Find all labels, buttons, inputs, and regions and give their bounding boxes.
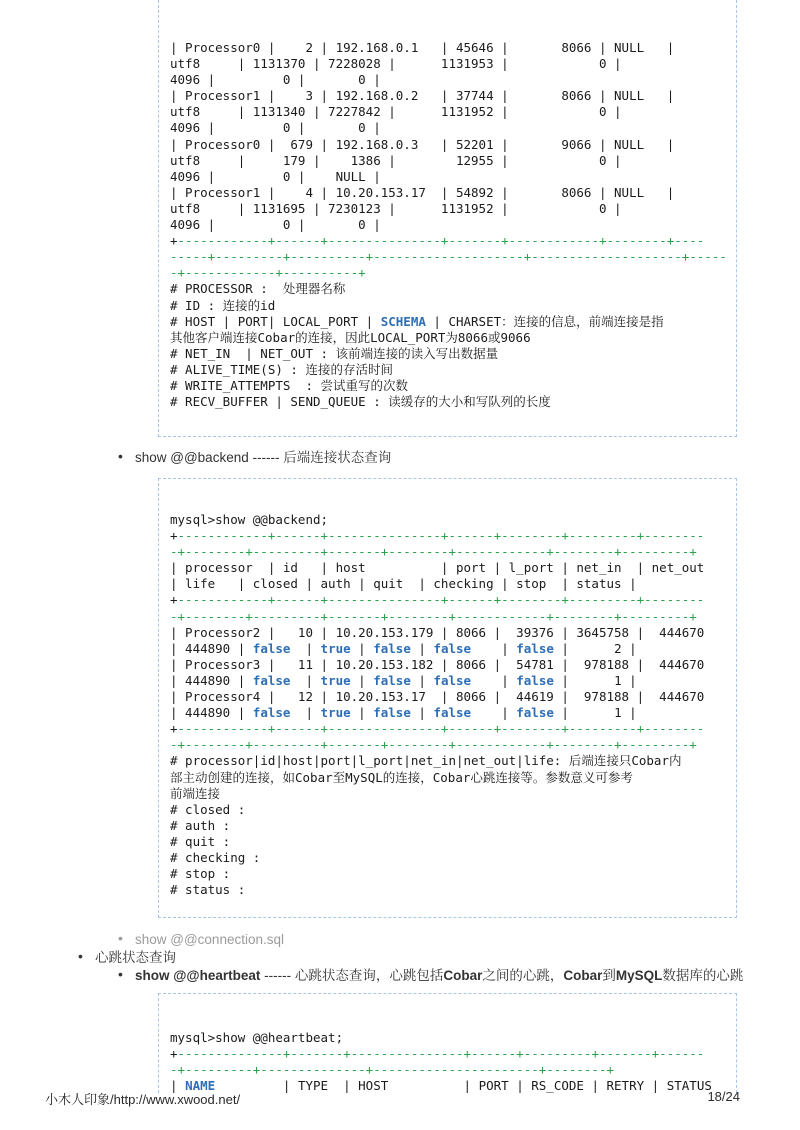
code-line: utf8 | 1131340 | 7227842 | 1131952 | 0 | (170, 104, 622, 120)
code-line: mysql>show @@backend; (170, 512, 329, 527)
code-line: | Processor0 | 2 | 192.168.0.1 | 45646 | 8066 | NULL | (170, 40, 675, 55)
code-line: # HOST | PORT| LOCAL_PORT | SCHEMA | CHARSET：连接的信息，前端连接是指 (170, 313, 664, 329)
code-line: | Processor1 | 3 | 192.168.0.2 | 37744 | 8066 | NULL | (170, 88, 675, 104)
code-line: 其他客户端连接Cobar的连接，因此LOCAL_PORT为8066或9066 (170, 329, 531, 345)
code-block-show-heartbeat (158, 993, 737, 1093)
code-line: -+---------+--------------+----------------------+--------+ (170, 1062, 615, 1078)
bullet-text: show @@connection.sql (135, 932, 284, 947)
code-line: | NAME | TYPE | HOST | PORT | RS_CODE | RETRY | STATUS (170, 1078, 712, 1093)
page-indicator: 18/24 (707, 1089, 740, 1104)
code-line: | Processor2 | 10 | 10.20.153.179 | 8066 | 39376 | 3645758 | 444670 (170, 624, 705, 640)
bullet-show-connection-sql (135, 931, 284, 948)
code-line: -+--------+---------+-------+--------+------------+--------+---------+ (170, 544, 697, 560)
code-block-show-connection (158, 0, 737, 437)
code-line: +------------+------+---------------+------+--------+---------+-------- (170, 592, 705, 608)
code-line: # status : (170, 882, 246, 898)
code-line: 部主动创建的连接，如Cobar至MySQL的连接，Cobar心跳连接等。参数意义可参考 (170, 769, 633, 785)
bullet-text: 到 (602, 968, 616, 983)
code-line: # NET_IN | NET_OUT : 该前端连接的读入写出数据量 (170, 345, 499, 361)
code-line: 4096 | 0 | 0 | (170, 72, 381, 88)
code-line: +------------+------+---------------+------+--------+---------+-------- (170, 528, 705, 544)
code-line: # processor|id|host|port|l_port|net_in|net_out|life: 后端连接只Cobar内 (170, 753, 682, 769)
code-line: | 444890 | false | true | false | false | false | 1 | (170, 705, 637, 721)
page-footer (45, 1089, 740, 1108)
bullet-text: show @@heartbeat (135, 968, 261, 983)
code-line: utf8 | 179 | 1386 | 12955 | 0 | (170, 152, 622, 168)
code-line: -+------------+----------+ (170, 265, 366, 281)
bullet-text: 之间的心跳， (482, 968, 564, 983)
code-line: # quit : (170, 833, 231, 849)
bullet-text: 心跳状态查询 (95, 950, 176, 965)
code-line: # checking : (170, 849, 261, 865)
bullet-show-backend (135, 449, 391, 466)
code-line: # PROCESSOR : 处理器名称 (170, 281, 346, 297)
bullet-text: ------ 心跳状态查询，心跳包括 (260, 968, 444, 983)
code-line: 4096 | 0 | NULL | (170, 168, 381, 184)
code-line: | processor | id | host | port | l_port | net_in | net_out (170, 560, 705, 576)
bullet-text: MySQL (615, 968, 663, 983)
code-line: -----+---------+----------+--------------------+--------------------+----- (170, 249, 727, 265)
code-line: # closed : (170, 801, 246, 817)
bullet-text: show @@backend ------ 后端连接状态查询 (135, 450, 392, 465)
code-line: # auth : (170, 817, 231, 833)
bullet-text: Cobar (443, 968, 483, 983)
code-line: +--------------+-------+---------------+------+---------+-------+------ (170, 1046, 705, 1062)
bullet-text: 数据库的心跳 (662, 968, 744, 983)
code-line: | Processor4 | 12 | 10.20.153.17 | 8066 | 44619 | 978188 | 444670 (170, 689, 705, 705)
code-block-show-backend (158, 478, 737, 918)
bullet-show-heartbeat (135, 967, 743, 984)
footer-site-label: 小木人印象/http://www.xwood.net/ (45, 1092, 241, 1107)
code-line: utf8 | 1131370 | 7228028 | 1131953 | 0 | (170, 56, 622, 72)
bullet-text: Cobar (563, 968, 603, 983)
code-line: | 444890 | false | true | false | false | false | 2 | (170, 640, 637, 656)
code-line: -+--------+---------+-------+--------+------------+--------+---------+ (170, 608, 697, 624)
code-line: | 444890 | false | true | false | false | false | 1 | (170, 672, 637, 688)
bullet-heartbeat-section (95, 949, 176, 966)
code-line: # ALIVE_TIME(S) : 连接的存活时间 (170, 361, 393, 377)
code-line: +------------+------+---------------+-------+------------+--------+---- (170, 233, 705, 249)
code-line: # RECV_BUFFER | SEND_QUEUE : 读缓存的大小和写队列的长度 (170, 394, 551, 410)
code-line: # WRITE_ATTEMPTS : 尝试重写的次数 (170, 377, 409, 393)
code-line: # stop : (170, 866, 231, 882)
code-line: 前端连接 (170, 785, 221, 801)
code-line: 4096 | 0 | 0 | (170, 120, 381, 136)
code-line: # ID : 连接的id (170, 297, 276, 313)
code-line: | life | closed | auth | quit | checking | stop | status | (170, 576, 637, 592)
code-line: | Processor1 | 4 | 10.20.153.17 | 54892 | 8066 | NULL | (170, 184, 675, 200)
code-line: mysql>show @@heartbeat; (170, 1030, 344, 1045)
code-line: | Processor0 | 679 | 192.168.0.3 | 52201 | 9066 | NULL | (170, 136, 675, 152)
code-line: -+--------+---------+-------+--------+------------+--------+---------+ (170, 737, 697, 753)
code-line: 4096 | 0 | 0 | (170, 217, 381, 233)
code-line: utf8 | 1131695 | 7230123 | 1131952 | 0 | (170, 200, 622, 216)
code-line: | Processor3 | 11 | 10.20.153.182 | 8066 | 54781 | 978188 | 444670 (170, 656, 705, 672)
code-line: +------------+------+---------------+------+--------+---------+-------- (170, 721, 705, 737)
